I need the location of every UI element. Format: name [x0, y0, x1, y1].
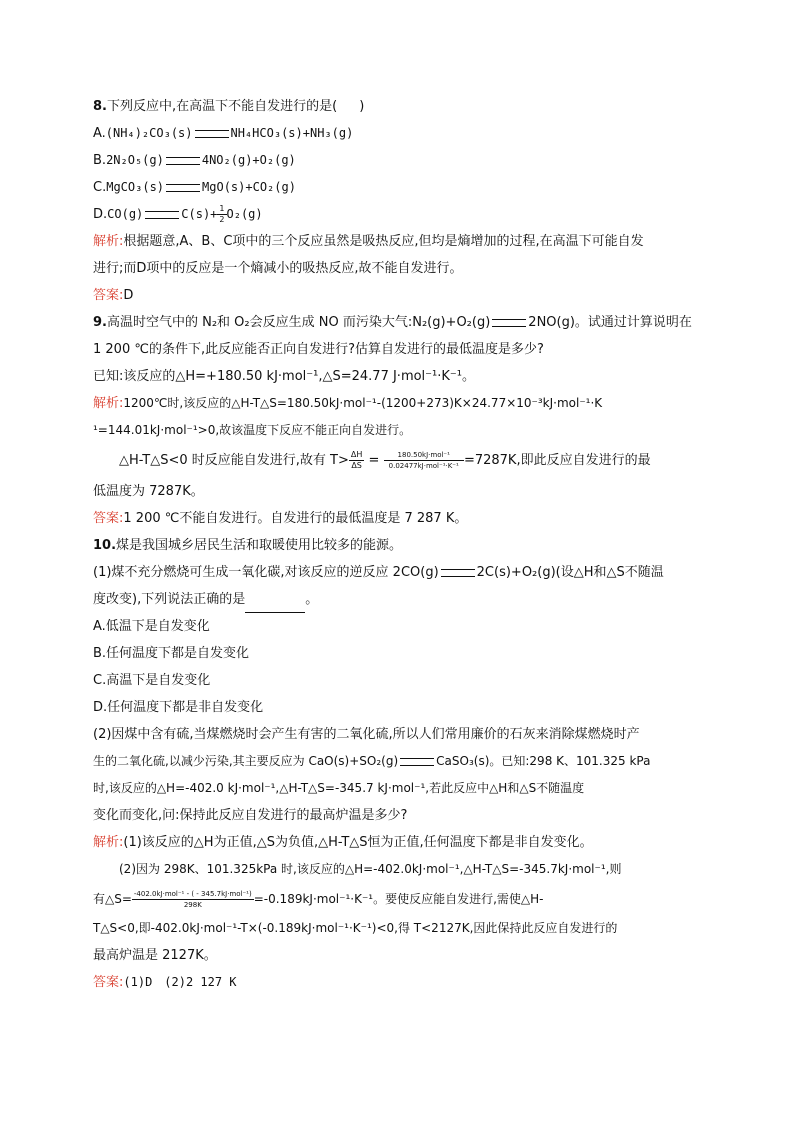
q8-option-c: C.MgCO₃(s) MgO(s)+CO₂(g) — [93, 180, 296, 195]
q8-stem — [93, 93, 703, 120]
analysis-label: 解析: — [93, 396, 124, 411]
q8-analysis-line-2: 进行;而D项中的反应是一个熵减小的吸热反应,故不能自发进行。 — [93, 261, 463, 276]
answer-label: 答案: — [93, 975, 124, 990]
q8-option-d: D.CO(g) C(s)+ $\frac{1}{2}$ O₂(g) — [93, 204, 263, 224]
q8-stem-text: 下列反应中,在高温下不能自发进行的是( — [106, 99, 338, 114]
q9-analysis-line-1: 解析:1200℃时,该反应的△H-T△S=180.50kJ·mol⁻¹-(1200+273)K×24.77×10⁻³kJ·mol⁻¹·K — [93, 396, 603, 411]
fraction-dh-ds: $\frac{\Delta H}{\Delta S}$ — [350, 450, 363, 470]
answer-blank — [245, 598, 305, 613]
q10-part2-line-3: 时,该反应的△H=-402.0 kJ·mol⁻¹,△H-T△S=-345.7 kJ·mol⁻¹,若此反应中△H和△S不随温度 — [93, 781, 585, 795]
equals-arrow-icon — [400, 758, 434, 766]
q10-part2-line-4: 变化而变化,问:保持此反应自发进行的最高炉温是多少? — [93, 808, 408, 823]
q8-answer: 答案:D — [93, 288, 134, 303]
q10-stem: 10.煤是我国城乡居民生活和取暖使用比较多的能源。 — [93, 538, 403, 553]
q10-option-a: A.低温下是自发变化 — [93, 619, 210, 634]
q10-analysis-line-3: 有△S= $\frac{\text{-402.0kJ·mol⁻¹ - ( - 345.7kJ·mol⁻¹)}}{298K}$ =-0.189kJ·mol⁻¹·K⁻¹。要使反应能自发进行,需使△H- — [93, 890, 544, 909]
fraction-one-half: $\frac{1}{2}$ — [219, 204, 225, 224]
q8-option-b: B.2N₂O₅(g) 4NO₂(g)+O₂(g) — [93, 153, 296, 168]
q10-number: 10. — [93, 538, 117, 553]
q10-analysis-line-5: 最高炉温是 2127K。 — [93, 948, 217, 963]
q10-analysis-line-2: (2)因为 298K、101.325kPa 时,该反应的△H=-402.0kJ·mol⁻¹,△H-T△S=-345.7kJ·mol⁻¹,则 — [119, 862, 622, 876]
q10-part1-line-2: 度改变),下列说法正确的是 。 — [93, 586, 703, 613]
answer-label: 答案: — [93, 288, 124, 303]
q10-option-b: B.任何温度下都是自发变化 — [93, 646, 250, 661]
q10-part2-line-1: (2)因煤中含有硫,当煤燃烧时会产生有害的二氧化硫,所以人们常用廉价的石灰来消除煤燃烧时产 — [93, 727, 640, 742]
q10-option-c: C.高温下是自发变化 — [93, 673, 211, 688]
equals-arrow-icon — [441, 569, 475, 577]
q10-answer: 答案:(1)D (2)2 127 K — [93, 975, 237, 990]
q9-analysis-line-2: ¹=144.01kJ·mol⁻¹>0,故该温度下反应不能正向自发进行。 — [93, 423, 412, 437]
equals-arrow-icon — [166, 157, 200, 165]
q9-known: 已知:该反应的△H=+180.50 kJ·mol⁻¹,△S=24.77 J·mol⁻¹·K⁻¹。 — [93, 369, 475, 384]
equals-arrow-icon — [166, 184, 200, 192]
q10-analysis-line-1: 解析:(1)该反应的△H为正值,△S为负值,△H-T△S恒为正值,任何温度下都是非自发变化。 — [93, 835, 593, 850]
analysis-label: 解析: — [93, 835, 124, 850]
document-page — [93, 93, 703, 996]
q9-analysis-line-4: 低温度为 7287K。 — [93, 484, 204, 499]
q10-part2-line-2: 生的二氧化硫,以减少污染,其主要反应为 CaO(s)+SO₂(g) CaSO₃(s)。已知:298 K、101.325 kPa — [93, 754, 651, 768]
fraction-delta-s: $\frac{\text{-402.0kJ·mol⁻¹ - ( - 345.7kJ·mol⁻¹)}}{298K}$ — [133, 890, 252, 909]
q9-number: 9. — [93, 315, 107, 330]
equals-arrow-icon — [145, 211, 179, 219]
equals-arrow-icon — [195, 130, 229, 138]
q8-analysis-line-1: 解析:根据题意,A、B、C项中的三个反应虽然是吸热反应,但均是熵增加的过程,在高温下可能自发 — [93, 234, 644, 249]
q10-part1-line-1: (1)煤不充分燃烧可生成一氧化碳,对该反应的逆反应 2CO(g) 2C(s)+O₂(g)(设△H和△S不随温 — [93, 565, 664, 580]
equals-arrow-icon — [492, 319, 526, 327]
analysis-label: 解析: — [93, 234, 124, 249]
answer-label: 答案: — [93, 511, 124, 526]
fraction-values: $\frac{\text{180.50kJ·mol⁻¹}}{\text{0.02477kJ·mol⁻¹·K⁻¹}}$ — [384, 450, 464, 471]
q8-stem-end: ) — [359, 99, 365, 114]
q8-option-a: A.(NH₄)₂CO₃(s) NH₄HCO₃(s)+NH₃(g) — [93, 126, 354, 141]
q9-analysis-line-3: △H-T△S<0 时反应能自发进行,故有 T> $\frac{\Delta H}{\Delta S}$ = $\frac{\text{180.50kJ·mol⁻¹}}{\text{0.02477kJ·mol⁻¹·K⁻¹}}$ =7287K,即此反应自发进行的最 — [119, 450, 651, 470]
q9-answer: 答案:1 200 ℃不能自发进行。自发进行的最低温度是 7 287 K。 — [93, 511, 468, 526]
q9-stem-line-1: 9.高温时空气中的 N₂和 O₂会反应生成 NO 而污染大气:N₂(g)+O₂(g) 2NO(g)。试通过计算说明在 — [93, 315, 692, 330]
q10-analysis-line-4: T△S<0,即-402.0kJ·mol⁻¹-T×(-0.189kJ·mol⁻¹·K⁻¹)<0,得 T<2127K,因此保持此反应自发进行的 — [93, 921, 618, 935]
q8-number: 8. — [93, 99, 107, 114]
q9-stem-line-2: 1 200 ℃的条件下,此反应能否正向自发进行?估算自发进行的最低温度是多少? — [93, 342, 544, 357]
q10-option-d: D.任何温度下都是非自发变化 — [93, 700, 264, 715]
